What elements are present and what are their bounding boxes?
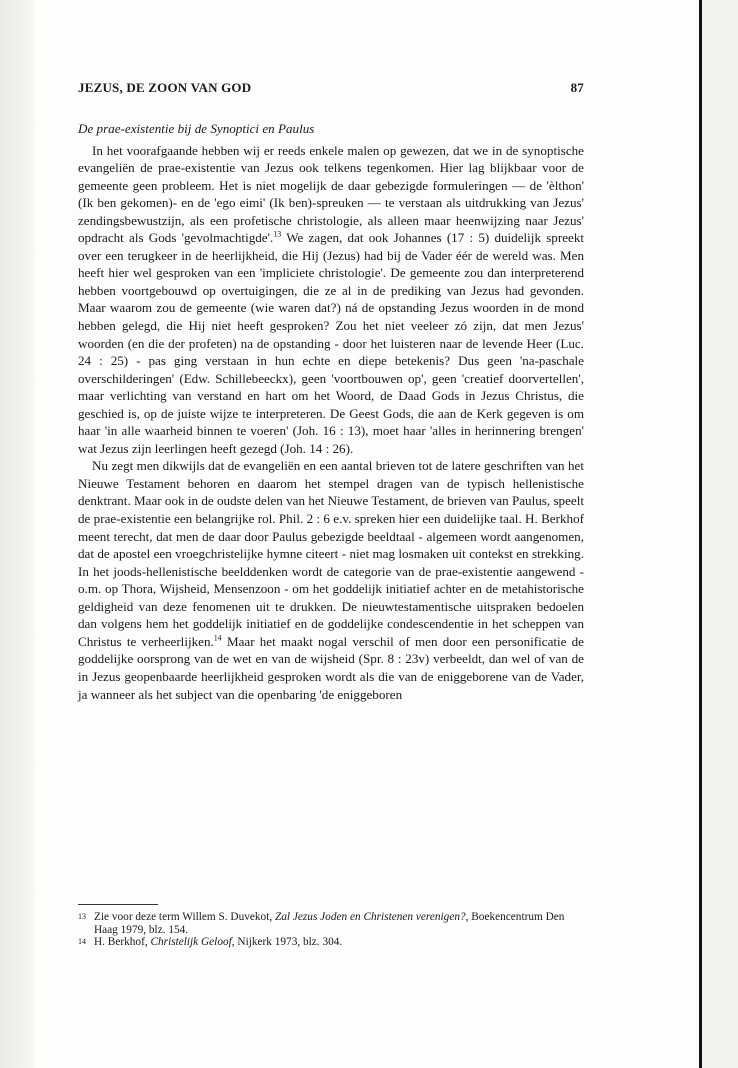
paragraph-text: Maar het maakt nogal verschil of men door een personificatie de goddelijke oorsprong van de wet en van de wijsheid (Spr. 8 : 23v) verbeeldt, dan wel of van de in Jezus geopenbaarde heerlijkheid gesproken wordt als die van de eniggeborene van de Vader, ja wanneer als het subject van die openbaring 'de eniggeboren (78, 633, 584, 702)
section-heading: De prae-existentie bij de Synoptici en Paulus (78, 121, 315, 136)
paragraph-text: In het voorafgaande hebben wij er reeds enkele malen op gewezen, dat we in de synoptische evangeliën de prae-existentie van Jezus ook telkens tegenkomen. Hier lag blijkbaar voor de gemeente geen probleem. Het is niet mogelijk de daar gebezigde formuleringen — de 'èlthon' (Ik ben gekomen)- en de 'ego eimi' (Ik ben)-spreuken — te verstaan als uitdrukking van Jezus' zendingsbewustzijn, als een profetische christologie, als alleen maar heenwijzing naar Jezus' opdracht als Gods 'gevolmachtigde'. (78, 142, 584, 246)
footnote-divider (78, 904, 158, 905)
paragraph (78, 142, 584, 458)
paragraph-text: We zagen, dat ook Johannes (17 : 5) duidelijk spreekt over een terugkeer in de heerlijkheid, die Hij (Jezus) had bij de Vader éér de wereld was. Men heeft hier wel gesproken van een 'impliciete christologie'. De gemeente zou dan interpreterend hebben voortgebouwd op overtuigingen, die ze al in de prediking van Jezus had gevonden. Maar waarom zou de gemeente (wie waren dat?) ná de opstanding Jezus woorden in de mond hebben gelegd, die Hij niet heeft gesproken? Zou het niet veeleer zó zijn, dat men Jezus' woorden (en die der profeten) na de opstanding - door het luisteren naar de levende Heer (Luc. 24 : 25) - pas ging verstaan in hun echte en diepe betekenis? Dus geen 'na-paschale overschilderingen' (Edw. Schillebeeckx), geen 'voortbouwen op', geen 'creatief doorvertellen', maar verlichting van verstand en hart om het Woord, de Daad Gods in Jezus Christus, die geschied is, op de juiste wijze te interpreteren. De Geest Gods, die aan de Kerk gegeven is om haar 'in alle waarheid binnen te voeren' (Joh. 16 : 13), moet haar 'alles in herinnering brengen' wat Jezus zijn leerlingen heeft gezegd (Joh. 14 : 26). (78, 230, 585, 456)
running-header (78, 80, 584, 96)
footnote (78, 911, 584, 936)
footnotes (78, 911, 584, 949)
footnote-ref[interactable]: 13 (273, 229, 282, 239)
footnote-book-title: Zal Jezus Joden en Christenen verenigen? (274, 911, 466, 923)
footnote-text-part: , Nijkerk 1973, blz. 304. (231, 936, 343, 949)
paragraph-text: Nu zegt men dikwijls dat de evangeliën en een aantal brieven tot de latere geschriften van het Nieuwe Testament behoren en daarom het stempel dragen van de typisch hellenistische denktrant. Maar ook in de oudste delen van het Nieuwe Testament, de brieven van Paulus, speelt de prae-existentie een belangrijke rol. Phil. 2 : 6 e.v. spreken hier een duidelijke taal. H. Berkhof meent terecht, dat men de daar door Paulus gebezigde beeldtaal - algemeen wordt aangenomen, dat de apostel een vroegchristelijke hymne citeert - niet mag losmaken uit contekst en strekking. In het joods-hellenistische beelddenken wordt de categorie van de prae-existentie aangewend - o.m. op Thora, Wijsheid, Mensenzoon - om het goddelijk initiatief achter en de metahistorische geldigheid van deze fenomenen uit te drukken. De nieuwtestamentische uitspraken bedoelen dan volgens hem het goddelijk initiatief en de goddelijke condescendentie in het scheppen van Christus te verheerlijken. (78, 458, 584, 649)
running-title: JEZUS, DE ZOON VAN GOD (78, 80, 252, 95)
footnote-text-part: , Boekencentrum Den Haag 1979, blz. 154. (94, 911, 565, 936)
footnote-ref[interactable]: 14 (213, 633, 222, 643)
paragraph (78, 457, 584, 703)
scan-left-margin (0, 0, 34, 1068)
footnote-text-part: Zie voor deze term Willem S. Duvekot, (94, 911, 275, 923)
page-number: 87 (570, 80, 584, 95)
footnote-text (94, 911, 584, 936)
footnote-number: 13 (78, 912, 86, 921)
footnote-number: 14 (78, 937, 86, 947)
footnote-text-part: H. Berkhof, (94, 936, 151, 949)
body-text (78, 120, 584, 703)
scan-right-margin (702, 0, 738, 1068)
footnote (78, 936, 584, 949)
footnote-text (94, 936, 584, 949)
footnote-book-title: Christelijk Geloof (150, 936, 232, 949)
